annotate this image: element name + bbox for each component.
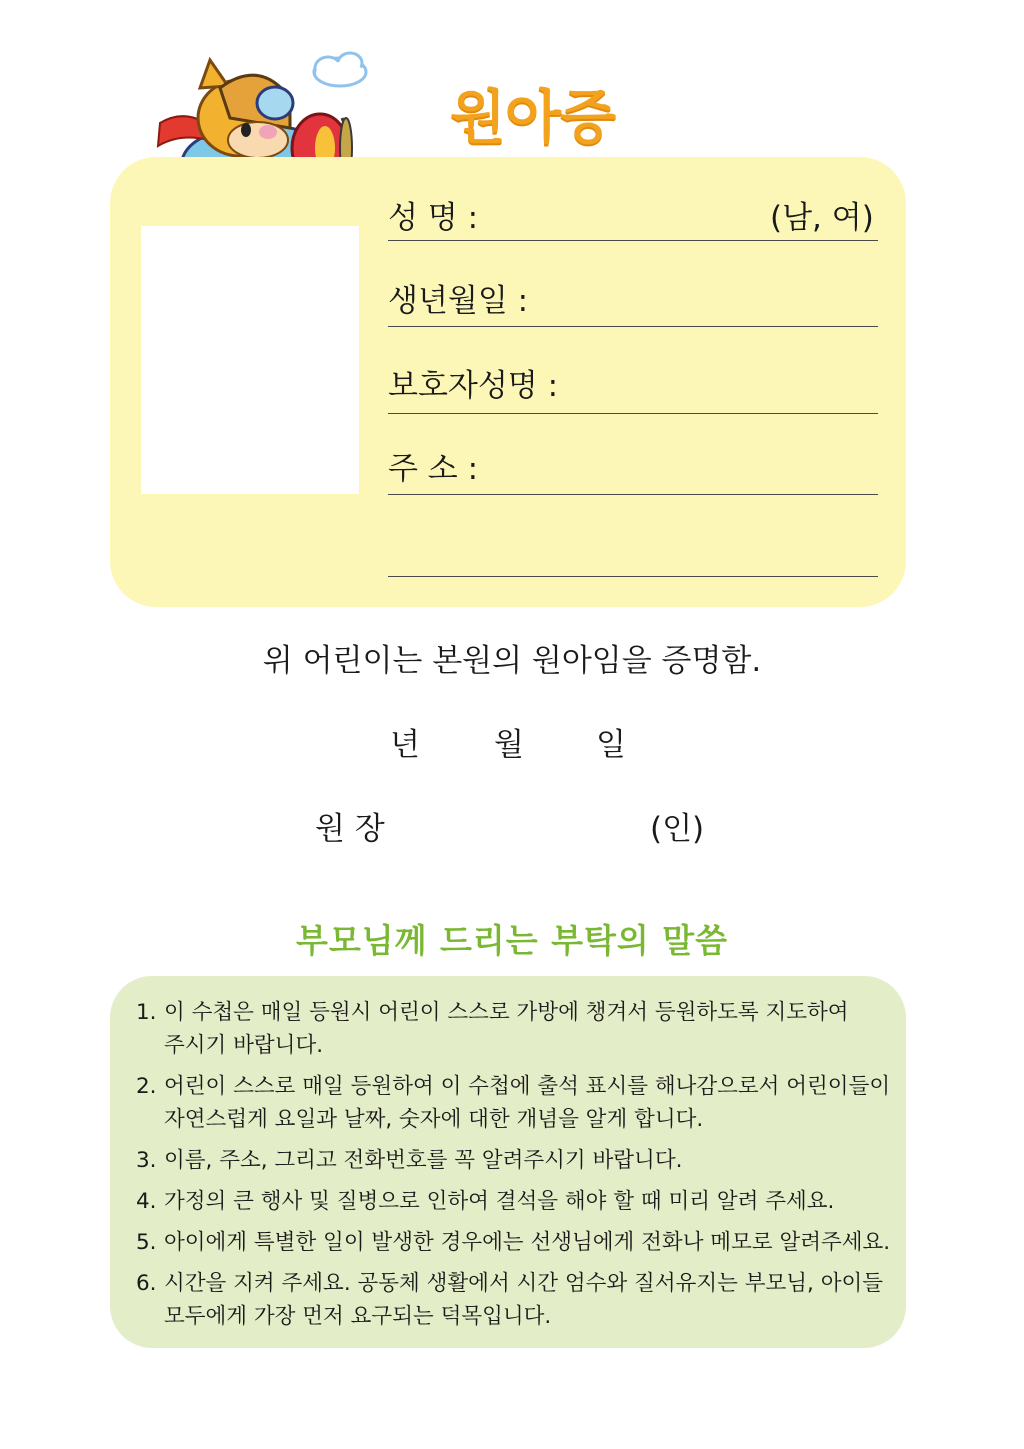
cloud-icon [314, 53, 366, 86]
address-field[interactable] [388, 494, 878, 495]
page-title: 원아증 [450, 83, 616, 151]
list-item [136, 1144, 896, 1177]
item-number: 3. [136, 1148, 157, 1173]
item-line: 어린이 스스로 매일 등원하여 이 수첩에 출석 표시를 해나감으로서 어린이들이 [164, 1074, 891, 1099]
guardian-label: 보호자성명 : [388, 368, 559, 404]
item-number: 6. [136, 1271, 157, 1296]
item-number: 4. [136, 1189, 157, 1214]
address-field-line2[interactable] [388, 576, 878, 577]
item-line: 모두에게 가장 먼저 요구되는 덕목입니다. [164, 1304, 552, 1329]
item-line: 주시기 바랍니다. [164, 1033, 324, 1058]
item-line: 시간을 지켜 주세요. 공동체 생활에서 시간 엄수와 질서유지는 부모님, 아이들 [164, 1271, 884, 1296]
name-label: 성 명 : [388, 200, 479, 236]
item-line: 이름, 주소, 그리고 전화번호를 꼭 알려주시기 바랍니다. [164, 1148, 683, 1173]
photo-area[interactable] [141, 226, 359, 494]
list-item [136, 1267, 896, 1333]
item-line: 아이에게 특별한 일이 발생한 경우에는 선생님에게 전화나 메모로 알려주세요. [164, 1230, 891, 1255]
list-item [136, 1226, 896, 1259]
request-list [136, 996, 896, 1341]
certify-text: 위 어린이는 본원의 원아임을 증명함. [262, 643, 762, 679]
name-field[interactable] [388, 240, 878, 241]
list-item [136, 1070, 896, 1136]
sex-options: (남, 여) [770, 200, 874, 236]
seal-label: (인) [650, 811, 705, 847]
item-number: 1. [136, 1000, 157, 1025]
item-line: 이 수첩은 매일 등원시 어린이 스스로 가방에 챙겨서 등원하도록 지도하여 [164, 1000, 849, 1025]
list-item [136, 996, 896, 1062]
date-day: 일 [596, 727, 626, 763]
item-line: 자연스럽게 요일과 날짜, 숫자에 대한 개념을 알게 합니다. [164, 1107, 704, 1132]
birth-field[interactable] [388, 326, 878, 327]
guardian-field[interactable] [388, 413, 878, 414]
address-label: 주 소 : [388, 451, 479, 487]
item-number: 2. [136, 1074, 157, 1099]
list-item [136, 1185, 896, 1218]
director-label: 원 장 [315, 811, 385, 847]
item-line: 가정의 큰 행사 및 질병으로 인하여 결석을 해야 할 때 미리 알려 주세요. [164, 1189, 835, 1214]
birth-label: 생년월일 : [388, 283, 529, 319]
date-month: 월 [494, 727, 524, 763]
date-year: 년 [390, 727, 420, 763]
item-number: 5. [136, 1230, 157, 1255]
request-title: 부모님께 드리는 부탁의 말씀 [295, 921, 728, 960]
